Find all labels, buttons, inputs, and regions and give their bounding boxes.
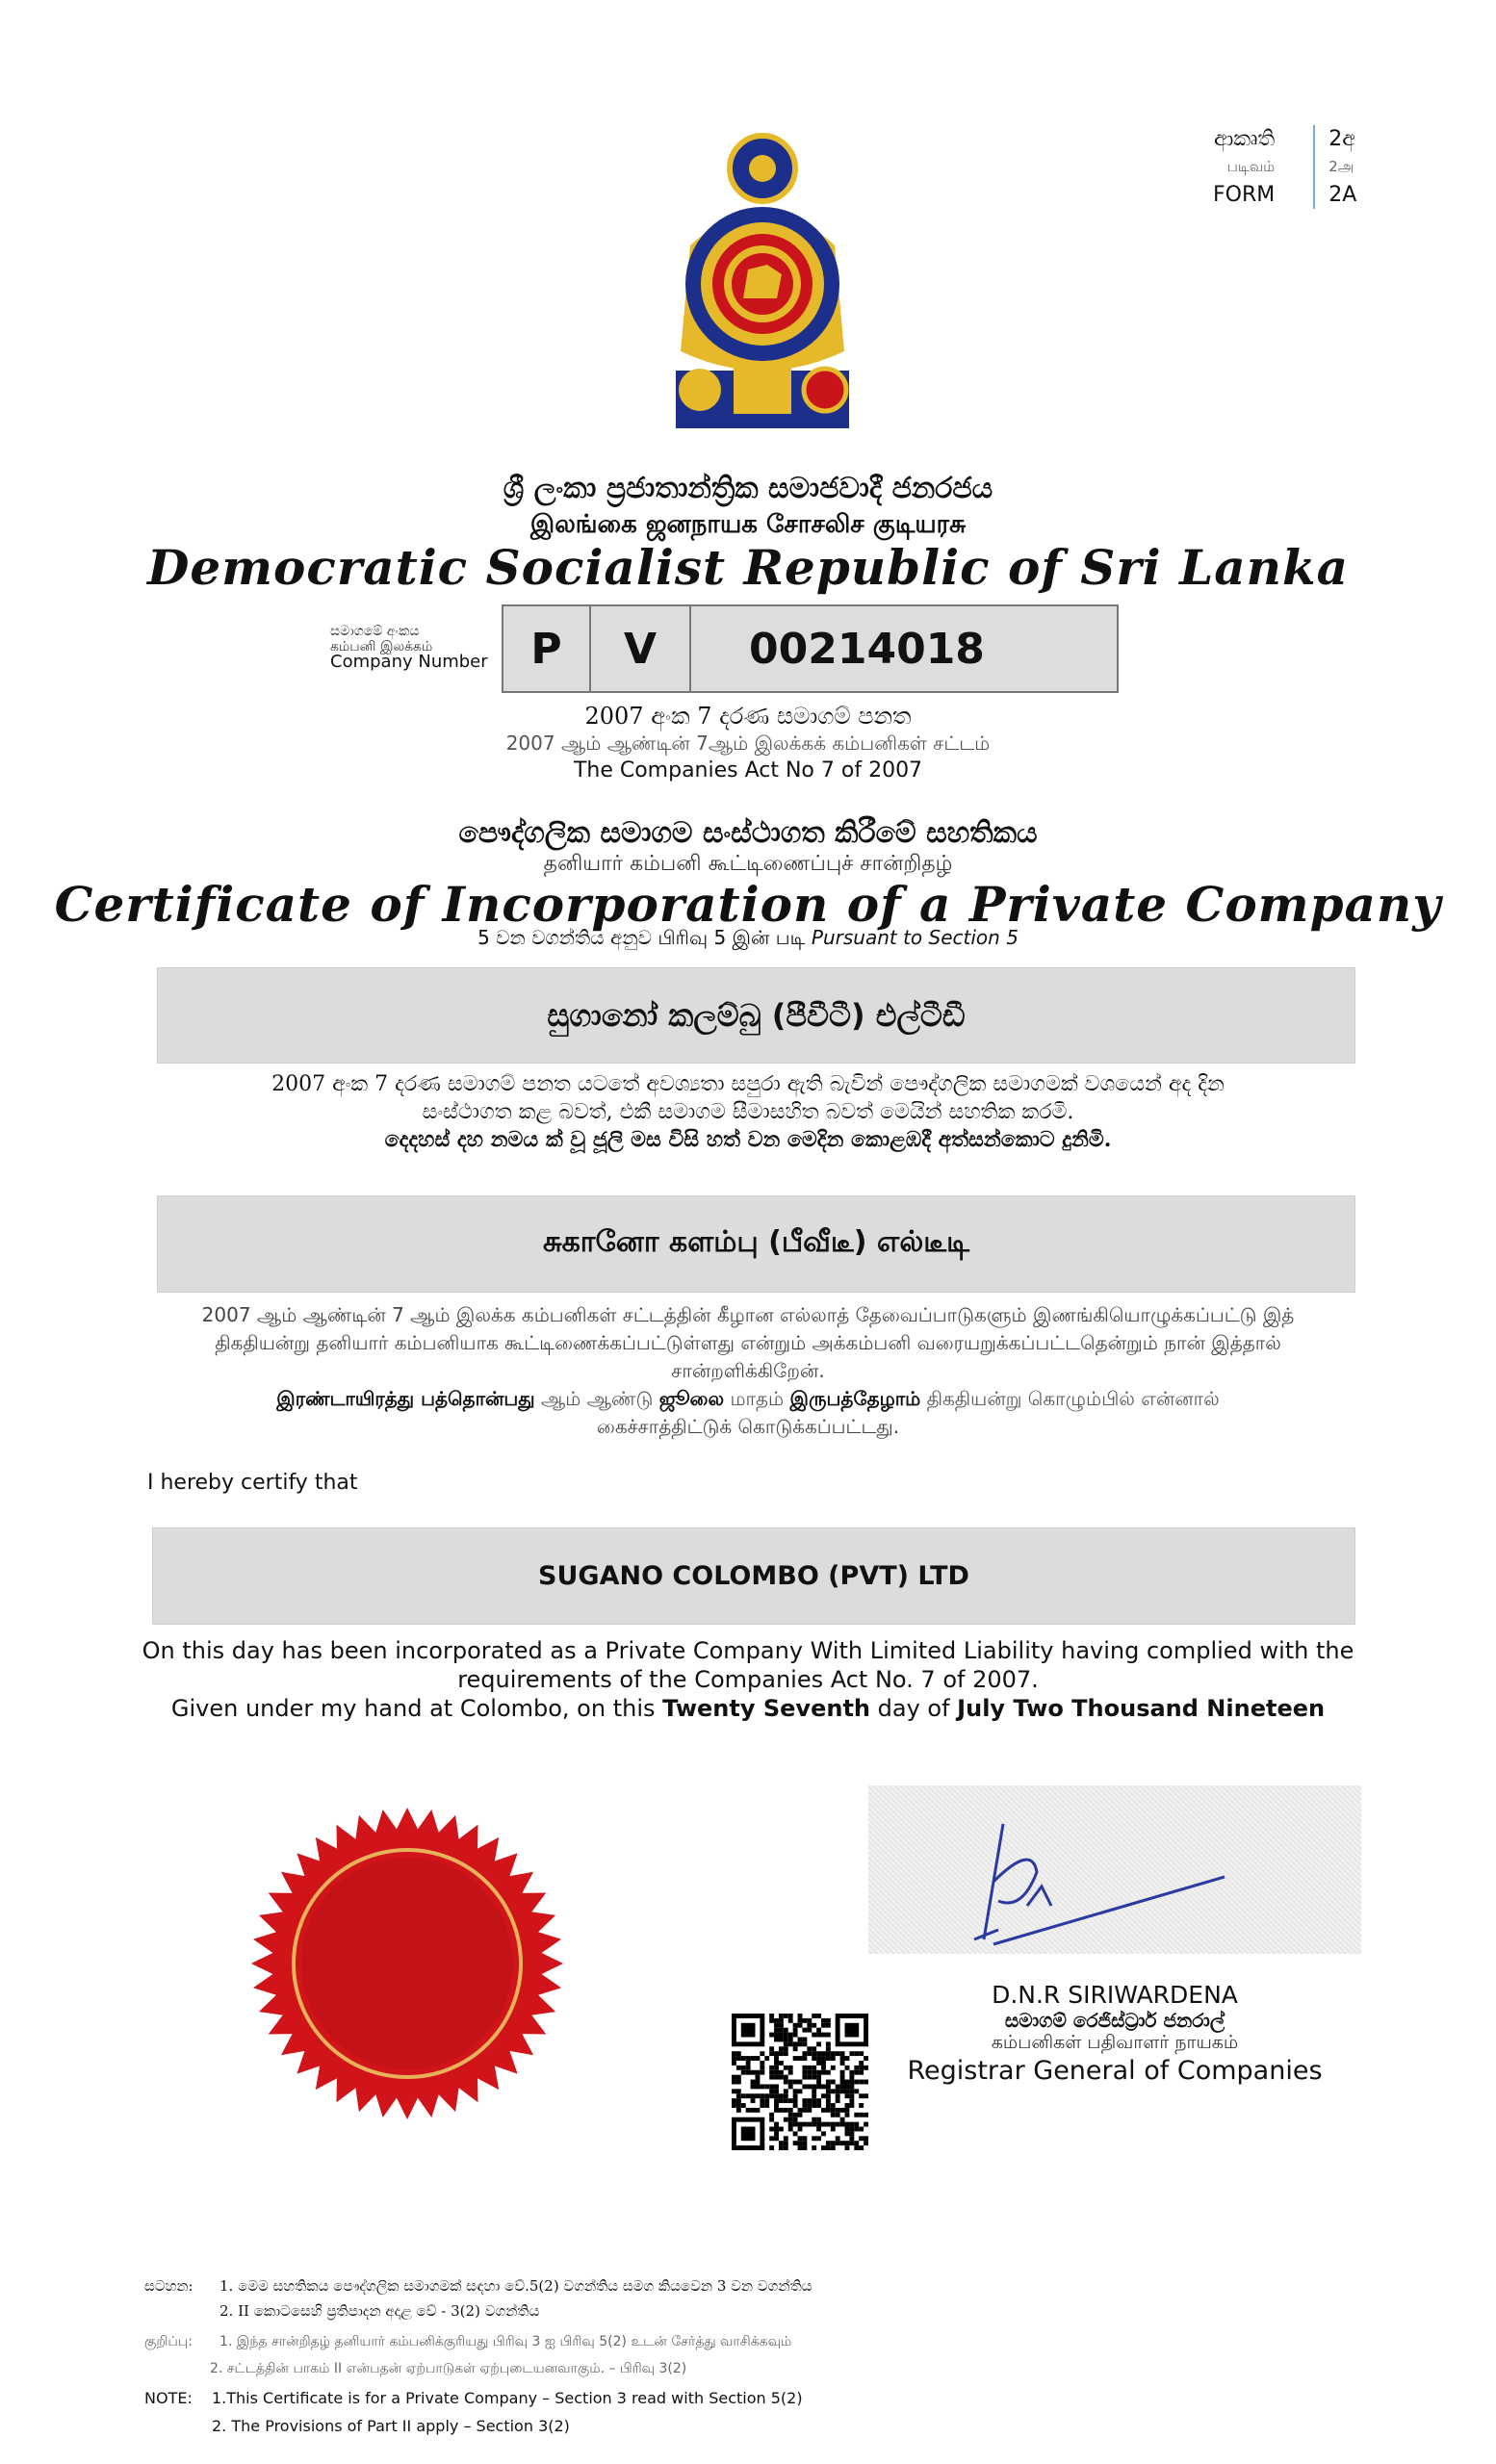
company-number-label-ta: கம்பனி இலக்கம் — [330, 639, 433, 654]
english-paragraph — [0, 1636, 1496, 1723]
registrar-title-ta: கம்பனிகள் பதிவாளர் நாயகம் — [991, 2032, 1239, 2053]
certificate-title-en: Certificate of Incorporation of a Private Company — [54, 876, 1442, 933]
signature-box — [868, 1785, 1361, 1954]
act-si: 2007 අංක 7 දරණ සමාගම් පනත — [584, 703, 912, 730]
form-value-en: 2A — [1328, 183, 1357, 207]
registrar-block — [868, 1981, 1361, 2086]
tamil-para-line4 — [0, 1385, 1496, 1413]
tamil-text2: மாதம் — [724, 1387, 790, 1410]
tamil-month: ஜூலை — [658, 1387, 725, 1410]
notes-si — [144, 2277, 812, 2320]
form-label-si: ආකෘති — [1213, 127, 1276, 151]
certify-text: I hereby certify that — [147, 1471, 358, 1495]
company-number-prefix-v: V — [591, 606, 691, 691]
tamil-year: இரண்டாயிரத்து பத்தொன்பது — [276, 1387, 535, 1410]
act-en: The Companies Act No 7 of 2007 — [573, 758, 923, 783]
tamil-para-line1: 2007 ஆம் ஆண்டின் 7 ஆம் இலக்க கம்பனிகள் சட்டத்தின் கீழான எல்லாத் தேவைப்பாடுகளும் இணங்கியொழுக்கப்பட்டு இத் — [201, 1303, 1295, 1326]
tamil-text3: திகதியன்று கொழும்பில் என்னால் — [920, 1387, 1220, 1410]
company-name-ta-box: சுகானோ களம்பு (பீவீடீ) எல்டீடி — [157, 1195, 1355, 1293]
tamil-paragraph — [0, 1301, 1496, 1441]
notes-en-1: 1.This Certificate is for a Private Company – Section 3 read with Section 5(2) — [212, 2389, 803, 2407]
form-label-en: FORM — [1213, 183, 1276, 207]
pursuant-en: Pursuant to Section 5 — [811, 926, 1019, 949]
form-label — [1213, 125, 1356, 209]
country-name-si: ශ්‍රී ලංකා ප්‍රජාතාන්ත්‍රික සමාජවාදී ජනරජය — [503, 472, 993, 505]
tamil-day: இருபத்தேழாம் — [789, 1387, 921, 1410]
english-para-line2: requirements of the Companies Act No. 7 of 2007. — [457, 1666, 1039, 1693]
registrar-name: D.N.R SIRIWARDENA — [992, 1981, 1238, 2009]
tamil-para-line2: திகதியன்று தனியார் கம்பனியாக கூட்டிணைக்கப்பட்டுள்ளது என்றும் அக்கம்பனி வரையறுக்கப்பட்டதென்றும் நான் இத்தால் — [215, 1331, 1281, 1354]
tamil-para-line5: கைச்சாத்திட்டுக் கொடுக்கப்பட்டது. — [596, 1415, 900, 1438]
tamil-para-line3: சான்றளிக்கிறேன். — [671, 1359, 825, 1382]
country-name-en: Democratic Socialist Republic of Sri Lanka — [146, 539, 1350, 596]
english-para-line1: On this day has been incorporated as a Private Company With Limited Liability having complied with the — [142, 1637, 1354, 1664]
notes-ta-1: 1. இந்த சான்றிதழ் தனியார் கம்பனிக்குரியது பிரிவு 3 ஐ பிரிவு 5(2) உடன் சேர்த்து வாசிக்கவும் — [219, 2334, 792, 2349]
notes-ta-2: 2. சட்டத்தின் பாகம் II என்பதன் ஏற்பாடுகள் ஏற்புடையனவாகும். – பிரிவு 3(2) — [210, 2361, 687, 2376]
notes-si-1: 1. මෙම සහතිකය පෞද්ගලික සමාගමක් සඳහා වේ.5(2) වගන්තිය සමග කියවෙන 3 වන වගන්තිය — [219, 2277, 812, 2295]
company-name-en-box: SUGANO COLOMBO (PVT) LTD — [152, 1527, 1355, 1625]
company-number-label-en: Company Number — [330, 652, 488, 672]
given-month-year: July Two Thousand Nineteen — [957, 1695, 1326, 1722]
registrar-title-si: සමාගම් රෙජිස්ට්‍රාර් ජනරාල් — [1004, 2009, 1225, 2032]
sinhala-para-line3: දෙදහස් දහ නමය ක් වූ ජූලි මස විසි හත් වන මෙදින කොළඹදී අත්සන්කොට දුනිමි. — [384, 1127, 1112, 1152]
certificate-title-ta: தனியார் கம்பனி கூட்டிணைப்புச் சான்றிதழ் — [543, 852, 953, 876]
pursuant-line — [0, 926, 1496, 952]
given-text: Given under my hand at Colombo, on this — [170, 1695, 663, 1722]
qr-code-icon[interactable] — [732, 2014, 868, 2150]
day-of-text: day of — [870, 1695, 958, 1722]
given-day: Twenty Seventh — [662, 1695, 870, 1722]
red-seal-icon — [248, 1805, 566, 2122]
sinhala-para-line2: සංස්ථාගත කළ බවත්, එකී සමාගම සීමාසහිත බවත් මෙයින් සහතික කරමි. — [422, 1100, 1074, 1124]
signature-icon — [868, 1785, 1361, 1954]
notes-en — [144, 2389, 803, 2435]
sri-lanka-emblem-icon — [652, 130, 873, 448]
company-number-box — [502, 604, 1119, 693]
form-value-si: 2අ — [1328, 127, 1355, 151]
tamil-text1: ஆம் ஆண்டு — [534, 1387, 659, 1410]
notes-si-2: 2. II කොටසෙහි ප්‍රතිපාදන අදාළ වේ - 3(2) වගන්තිය — [219, 2302, 540, 2320]
pursuant-local: 5 වන වගන්තිය අනුව பிரிவு 5 இன் படி — [477, 926, 806, 949]
act-ta: 2007 ஆம் ஆண்டின் 7ஆம் இலக்கக் கம்பனிகள் சட்டம் — [505, 732, 991, 755]
sinhala-para-line1: 2007 අංක 7 දරණ සමාගම් පනත යටතේ අවශ්‍යතා සපුරා ඇති බැවින් පෞද්ගලික සමාගමක් වශයෙන් අද දින — [271, 1072, 1225, 1096]
english-para-line3 — [0, 1694, 1496, 1723]
company-number-prefix-p: P — [503, 606, 591, 691]
notes-en-label: NOTE: — [144, 2389, 193, 2407]
registrar-title-en: Registrar General of Companies — [907, 2056, 1323, 2086]
company-name-si-box: සුගානෝ කලම්බු (පීවීටී) එල්ටීඩී — [157, 967, 1355, 1064]
notes-si-label: සටහන: — [144, 2277, 193, 2295]
company-number-value: 00214018 — [749, 624, 985, 674]
form-label-ta: படிவம் — [1226, 158, 1276, 175]
certificate-title-si: පෞද්ගලික සමාගම සංස්ථාගත කිරීමේ සහතිකය — [458, 816, 1038, 850]
notes-en-2: 2. The Provisions of Part II apply – Section 3(2) — [212, 2417, 570, 2435]
sinhala-paragraph — [0, 1070, 1496, 1154]
notes-ta-label: குறிப்பு: — [144, 2334, 193, 2349]
company-number-label — [330, 624, 488, 670]
country-name-ta: இலங்கை ஜனநாயக சோசலிச குடியரசு — [529, 510, 967, 539]
company-number-label-si: සමාගමේ අංකය — [330, 624, 420, 639]
form-value-ta: 2அ — [1328, 158, 1354, 175]
notes-ta — [144, 2334, 791, 2378]
